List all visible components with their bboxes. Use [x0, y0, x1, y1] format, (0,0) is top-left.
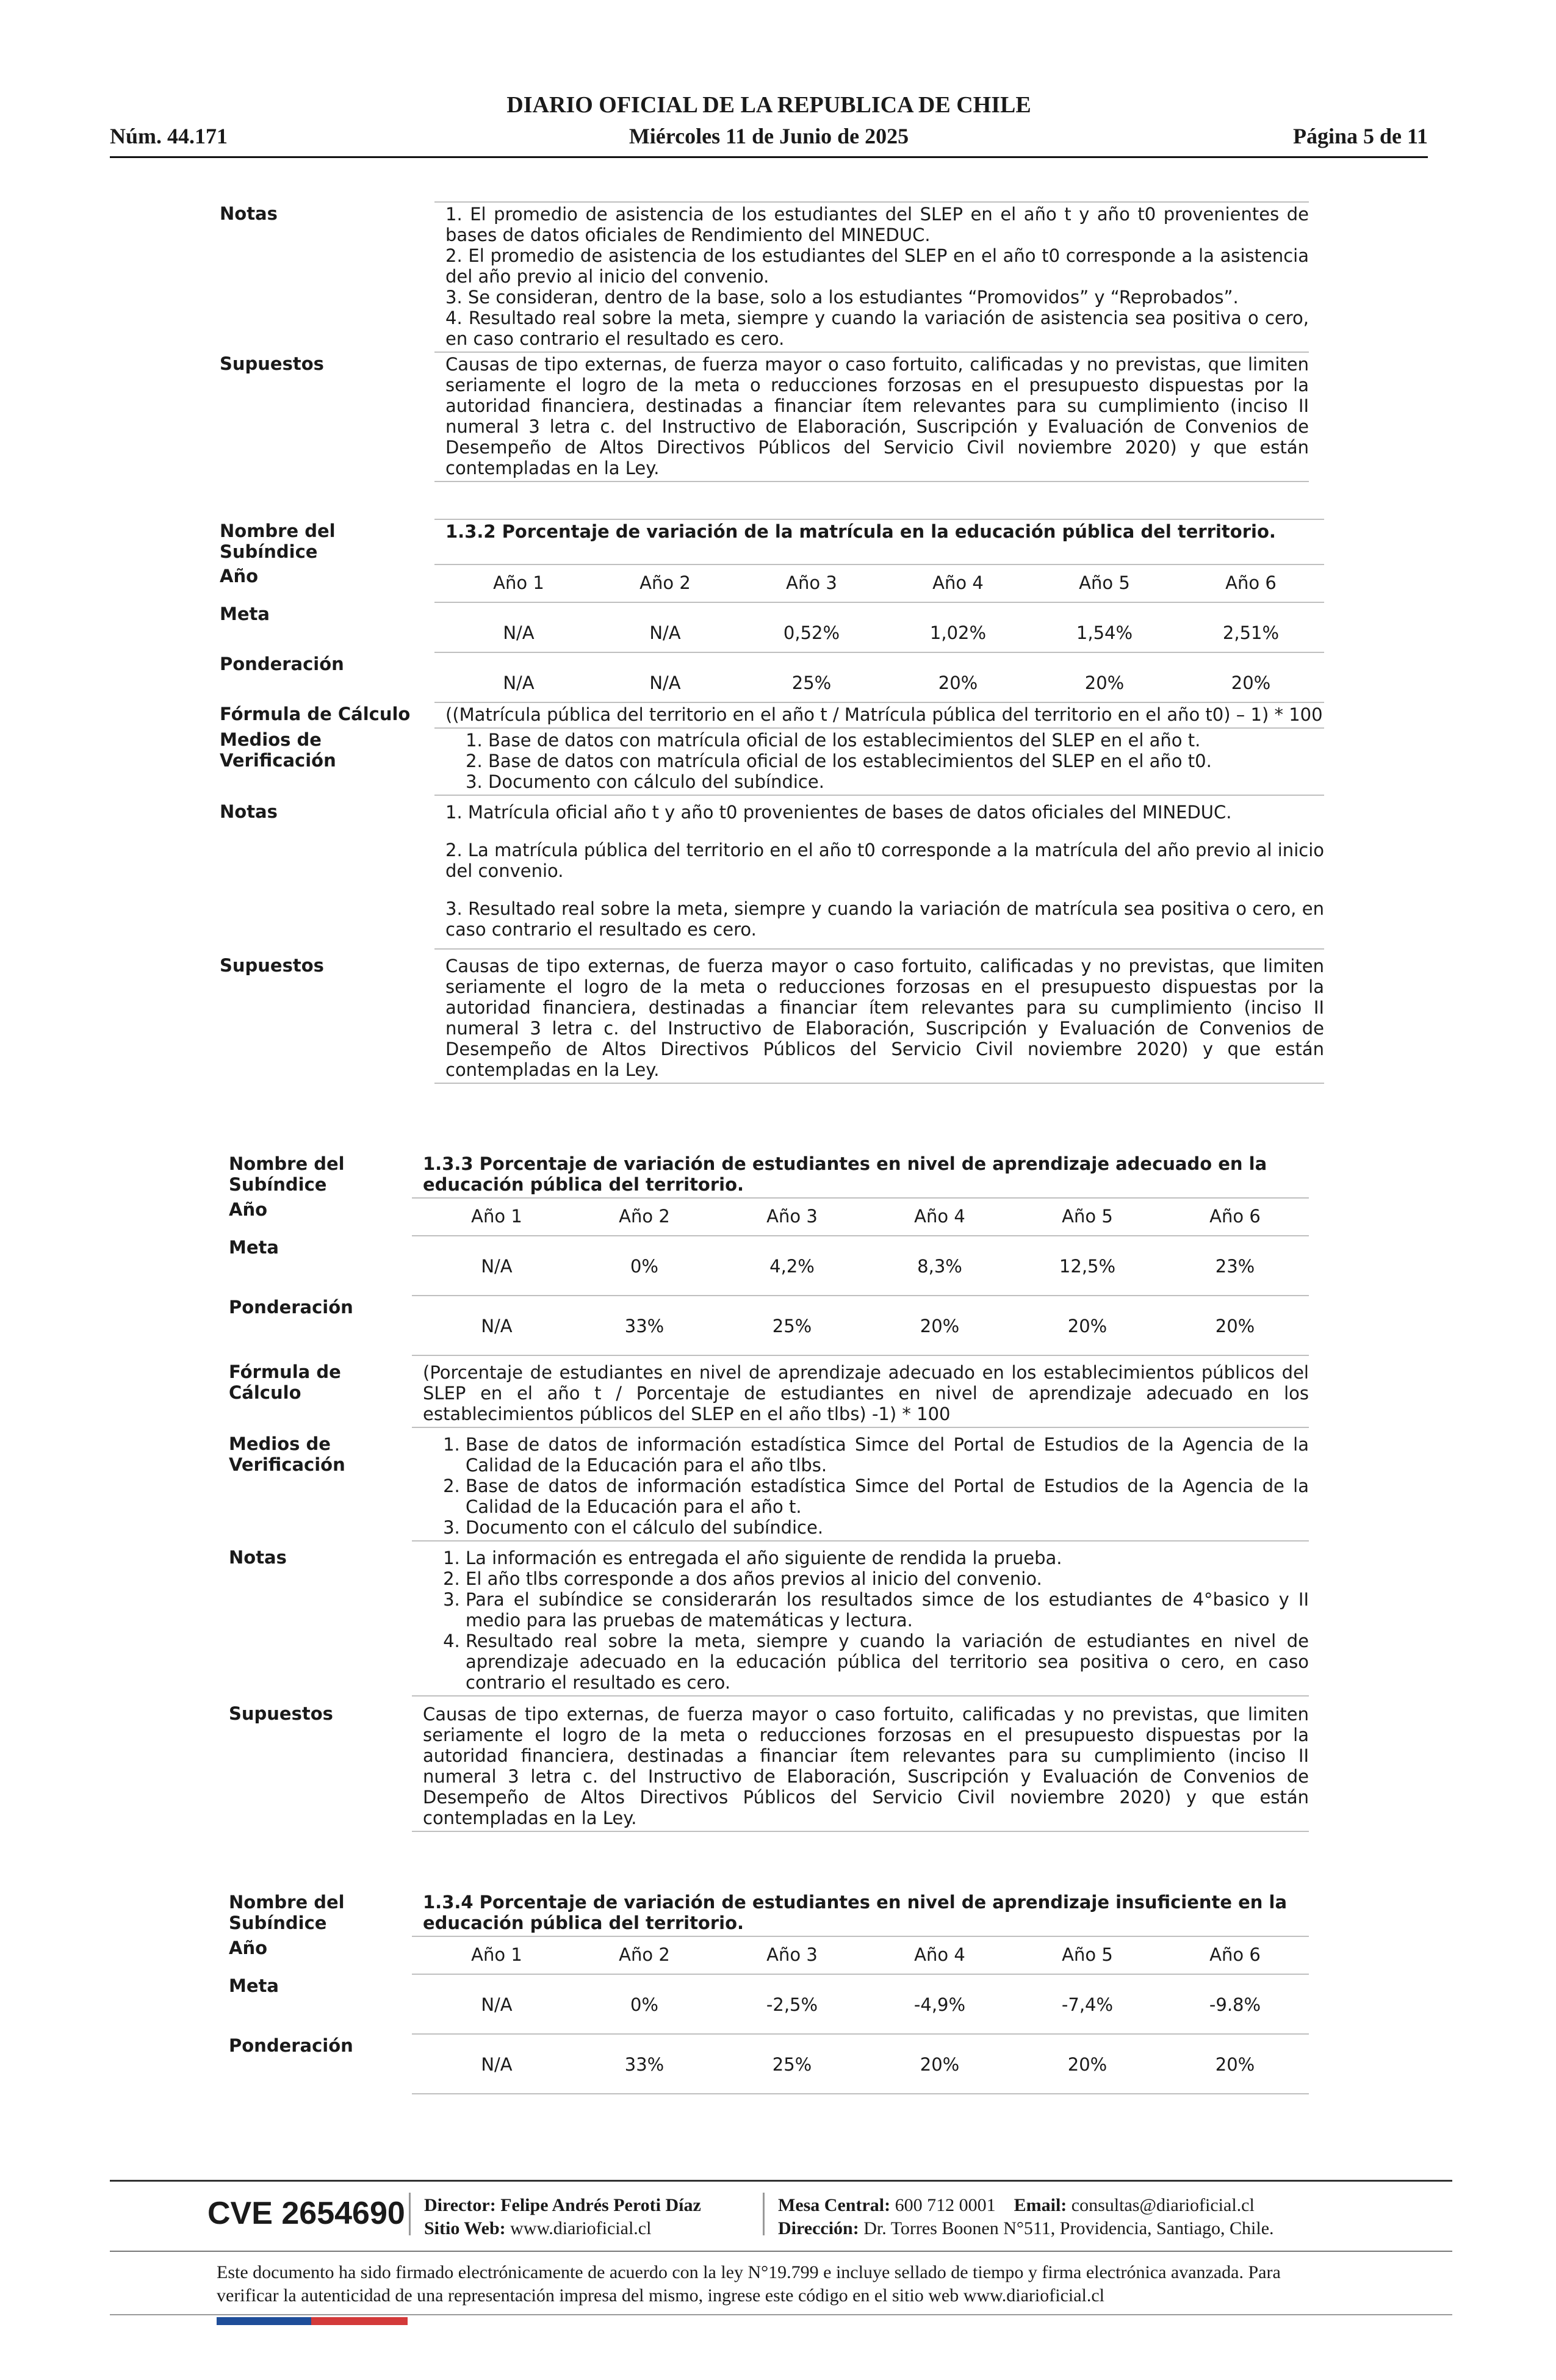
year-cell: Año 6 [1225, 572, 1277, 593]
email-label: Email: [1014, 2195, 1067, 2215]
ponderacion-value: 33% [624, 2054, 665, 2075]
medios-text [434, 728, 1324, 795]
anio-row [229, 1936, 1309, 1974]
anio-label: Año [229, 1938, 268, 1958]
ponderacion-value: 20% [1067, 2054, 1108, 2075]
medio-item: 1. Base de datos de información estadística Simce del Portal de Estudios de la Agencia de la Calidad de la Educación para el año tlbs. [466, 1434, 1309, 1476]
meta-label: Meta [229, 1975, 279, 1996]
medios-label: Medios de Verificación [229, 1433, 345, 1475]
year-cell: Año 1 [471, 1944, 522, 1965]
page-header [110, 92, 1428, 159]
meta-value: N/A [481, 1994, 513, 2015]
footer-divider [110, 2180, 1452, 2182]
notas-row [229, 1541, 1309, 1696]
meta-values [445, 604, 1324, 649]
medios-row [220, 728, 1324, 795]
meta-value: -7,4% [1061, 1994, 1114, 2015]
signature-notice: Este documento ha sido firmado electrónicamente de acuerdo con la ley N°19.799 e incluye sellado de tiempo y firma electrónica avanzada. Para verificar la autenticidad de una representación impresa del mismo, ingrese este código en el sitio web www.diarioficial.cl [217, 2262, 1281, 2306]
notas-row [220, 795, 1324, 949]
formula-text: ((Matrícula pública del territorio en el año t / Matrícula pública del territorio en el año t0) – 1) * 100 [434, 702, 1324, 728]
ponderacion-value: N/A [649, 673, 681, 693]
meta-value: 2,51% [1222, 622, 1280, 643]
newspaper-title: DIARIO OFICIAL DE LA REPUBLICA DE CHILE [506, 92, 1031, 118]
formula-label: Fórmula de Cálculo [220, 704, 411, 724]
notas-label: Notas [220, 801, 278, 822]
year-cell: Año 1 [493, 572, 544, 593]
meta-label: Meta [220, 604, 270, 624]
notas-label: Notas [220, 203, 278, 224]
year-cell: Año 6 [1209, 1944, 1261, 1965]
formula-label: Fórmula de Cálculo [229, 1361, 341, 1403]
ponderacion-values [423, 1297, 1309, 1352]
ponderacion-label: Ponderación [220, 654, 344, 674]
medios-row [229, 1427, 1309, 1541]
footer-contact-block [778, 2194, 1274, 2240]
ponderacion-value: 20% [1215, 2054, 1255, 2075]
medio-item: 2. Base de datos con matrícula oficial de los establecimientos del SLEP en el año t0. [488, 751, 1324, 771]
years-cell [434, 564, 1324, 602]
supuestos-text: Causas de tipo externas, de fuerza mayor o caso fortuito, calificadas y no previstas, que limiten seriamente el logro de la meta o reducciones forzosas en el presupuesto dispuestas por la autoridad financiera, destinadas a financiar ítem relevantes para su cumplimiento (inciso II numeral 3 letra c. del Instructivo de Elaboración, Suscripción y Evaluación de Convenios de Desempeño de Altos Directivos Públicos del Servicio Civil noviembre 2020) y que están contempladas en la Ley. [434, 949, 1324, 1083]
supuestos-label: Supuestos [229, 1703, 333, 1724]
section-1-table [220, 201, 1309, 482]
director-name: Felipe Andrés Peroti Díaz [500, 2195, 701, 2215]
footer-separator [409, 2193, 411, 2235]
notas-label: Notas [229, 1547, 287, 1568]
medio-item: 1. Base de datos con matrícula oficial de los establecimientos del SLEP en el año t. [488, 730, 1324, 751]
year-cell: Año 2 [619, 1944, 670, 1965]
meta-value: 12,5% [1059, 1256, 1116, 1277]
footer-divider [110, 2251, 1452, 2252]
medios-text [412, 1427, 1309, 1541]
direccion-label: Dirección: [778, 2218, 859, 2238]
formula-row [229, 1355, 1309, 1427]
supuestos-label: Supuestos [220, 955, 324, 976]
meta-values [423, 1238, 1309, 1293]
supuestos-text: Causas de tipo externas, de fuerza mayor o caso fortuito, calificadas y no previstas, que limiten seriamente el logro de la meta o reducciones forzosas en el presupuesto dispuestas por la autoridad financiera, destinadas a financiar ítem relevantes para su cumplimiento (inciso II numeral 3 letra c. del Instructivo de Elaboración, Suscripción y Evaluación de Convenios de Desempeño de Altos Directivos Públicos del Servicio Civil noviembre 2020) y que están contempladas en la Ley. [412, 1696, 1309, 1831]
medio-item: 2. Base de datos de información estadística Simce del Portal de Estudios de la Agencia de la Calidad de la Educación para el año t. [466, 1476, 1309, 1517]
meta-value: 0,52% [783, 622, 840, 643]
medio-item: 3. Documento con el cálculo del subíndice. [466, 1517, 1309, 1538]
year-cell: Año 4 [932, 572, 984, 593]
flag-stripe-blue [217, 2317, 311, 2325]
years-cell [412, 1198, 1309, 1236]
ponderacion-value: 20% [1067, 1316, 1108, 1336]
supuestos-row [229, 1696, 1309, 1831]
ponderacion-value: 25% [772, 1316, 812, 1336]
year-cell: Año 5 [1062, 1944, 1113, 1965]
ponderacion-value: 20% [920, 1316, 960, 1336]
ponderacion-label: Ponderación [229, 1297, 353, 1318]
header-divider [110, 156, 1428, 158]
notas-text [434, 202, 1309, 352]
nota-item: 3. Para el subíndice se considerarán los resultados simce de los estudiantes de 4°basico y II medio para las pruebas de matemáticas y lectura. [466, 1589, 1309, 1631]
web-label: Sitio Web: [424, 2218, 506, 2238]
ponderacion-value: N/A [481, 1316, 513, 1336]
year-cell: Año 4 [914, 1206, 965, 1227]
page-footer [110, 2188, 1452, 2255]
meta-value: -4,9% [913, 1994, 966, 2015]
mesa-label: Mesa Central: [778, 2195, 891, 2215]
nota-item: 1. Matrícula oficial año t y año t0 provenientes de bases de datos oficiales del MINEDUC. [445, 802, 1232, 823]
meta-row [229, 1974, 1309, 2034]
meta-values [423, 1976, 1309, 2031]
nota-item: 2. El año tlbs corresponde a dos años previos al inicio del convenio. [466, 1568, 1309, 1589]
meta-value: N/A [503, 622, 535, 643]
year-cell: Año 2 [639, 572, 691, 593]
year-cell: Año 1 [471, 1206, 522, 1227]
ponderacion-cell [434, 652, 1324, 702]
supuestos-row [220, 949, 1324, 1083]
medios-list [445, 730, 1324, 792]
nota-item: 3. Resultado real sobre la meta, siempre y cuando la variación de matrícula sea positiva o cero, en caso contrario el resultado es cero. [445, 898, 1324, 940]
nombre-label: Nombre del Subíndice [229, 1892, 345, 1933]
nota-item: 3. Se consideran, dentro de la base, solo a los estudiantes “Promovidos” y “Reprobados”. [445, 287, 1239, 308]
years-list [423, 1200, 1309, 1233]
meta-value: 0% [630, 1256, 658, 1277]
notas-text [434, 795, 1324, 949]
ponderacion-value: 25% [791, 673, 832, 693]
ponderacion-row [229, 1296, 1309, 1355]
meta-value: 1,54% [1076, 622, 1133, 643]
section-3-table [229, 1152, 1309, 1832]
subindice-title: 1.3.4 Porcentaje de variación de estudiantes en nivel de aprendizaje insuficiente en la educación pública del territorio. [412, 1891, 1309, 1936]
meta-cell [412, 1974, 1309, 2034]
years-cell [412, 1936, 1309, 1974]
year-cell: Año 5 [1062, 1206, 1113, 1227]
year-cell: Año 3 [766, 1944, 818, 1965]
formula-text: (Porcentaje de estudiantes en nivel de aprendizaje adecuado en los establecimientos públicos del SLEP en el año t / Porcentaje de estudiantes en nivel de aprendizaje adecuado en los establecimientos públicos del SLEP en el año tlbs) -1) * 100 [412, 1355, 1309, 1427]
year-cell: Año 5 [1079, 572, 1130, 593]
anio-row [229, 1198, 1309, 1236]
ponderacion-row [220, 652, 1324, 702]
subindice-title: 1.3.3 Porcentaje de variación de estudiantes en nivel de aprendizaje adecuado en la educación pública del territorio. [412, 1152, 1309, 1198]
ponderacion-values [445, 654, 1324, 699]
ponderacion-value: 20% [938, 673, 978, 693]
nota-item: 4. Resultado real sobre la meta, siempre y cuando la variación de asistencia sea positiva o cero, en caso contrario el resultado es cero. [445, 308, 1309, 349]
medios-label: Medios de Verificación [220, 729, 336, 771]
year-cell: Año 6 [1209, 1206, 1261, 1227]
medios-list [423, 1434, 1309, 1538]
meta-value: 23% [1215, 1256, 1255, 1277]
notas-text [412, 1541, 1309, 1696]
notas-row [220, 202, 1309, 352]
meta-value: -2,5% [766, 1994, 818, 2015]
section-4-table [229, 1891, 1309, 2094]
nota-item: 2. El promedio de asistencia de los estudiantes del SLEP en el año t0 corresponde a la asistencia del año previo al inicio del convenio. [445, 245, 1309, 287]
meta-value: 0% [630, 1994, 658, 2015]
nombre-label: Nombre del Subíndice [220, 521, 336, 562]
section-2-table [220, 519, 1324, 1084]
page-number: Página 5 de 11 [1292, 124, 1428, 148]
nombre-row [220, 519, 1324, 564]
director-label: Director: [424, 2195, 496, 2215]
year-cell: Año 2 [619, 1206, 670, 1227]
meta-value: 8,3% [917, 1256, 962, 1277]
meta-row [220, 602, 1324, 652]
issue-date: Miércoles 11 de Junio de 2025 [629, 124, 909, 148]
cve-code: CVE 2654690 [207, 2196, 405, 2231]
meta-cell [412, 1236, 1309, 1296]
formula-row [220, 702, 1324, 728]
meta-value: N/A [481, 1256, 513, 1277]
ponderacion-value: N/A [503, 673, 535, 693]
meta-value: 4,2% [769, 1256, 815, 1277]
footer-divider [110, 2314, 1452, 2315]
ponderacion-value: N/A [481, 2054, 513, 2075]
ponderacion-cell [412, 1296, 1309, 1355]
nota-item: 1. La información es entregada el año siguiente de rendida la prueba. [466, 1548, 1309, 1568]
meta-label: Meta [229, 1237, 279, 1258]
year-cell: Año 3 [786, 572, 837, 593]
meta-value: -9.8% [1209, 1994, 1261, 2015]
supuestos-row [220, 352, 1309, 481]
ponderacion-value: 25% [772, 2054, 812, 2075]
supuestos-text: Causas de tipo externas, de fuerza mayor o caso fortuito, calificadas y no previstas, que limiten seriamente el logro de la meta o reducciones forzosas en el presupuesto dispuestas por la autoridad financiera, destinadas a financiar ítem relevantes para su cumplimiento (inciso II numeral 3 letra c. del Instructivo de Elaboración, Suscripción y Evaluación de Convenios de Desempeño de Altos Directivos Públicos del Servicio Civil noviembre 2020) y que están contempladas en la Ley. [434, 352, 1309, 481]
anio-label: Año [229, 1199, 268, 1220]
issue-number: Núm. 44.171 [110, 124, 228, 148]
ponderacion-value: 20% [1215, 1316, 1255, 1336]
meta-value: 1,02% [929, 622, 987, 643]
footer-director-block [424, 2194, 701, 2240]
year-cell: Año 3 [766, 1206, 818, 1227]
nombre-label: Nombre del Subíndice [229, 1153, 345, 1195]
ponderacion-value: 20% [1084, 673, 1125, 693]
years-list [423, 1938, 1309, 1971]
meta-cell [434, 602, 1324, 652]
ponderacion-value: 20% [1231, 673, 1271, 693]
ponderacion-cell [412, 2034, 1309, 2094]
anio-label: Año [220, 566, 259, 586]
web-link[interactable]: www.diarioficial.cl [510, 2218, 652, 2238]
mesa-phone: 600 712 0001 [895, 2195, 996, 2215]
supuestos-label: Supuestos [220, 353, 324, 374]
nota-item: 1. El promedio de asistencia de los estudiantes del SLEP en el año t y año t0 provenientes de bases de datos oficiales de Rendimiento del MINEDUC. [445, 204, 1309, 245]
years-list [445, 566, 1324, 599]
nota-item: 4. Resultado real sobre la meta, siempre y cuando la variación de estudiantes en nivel de aprendizaje adecuado en la educación pública del territorio sea positiva o cero, en caso contrario el resultado es cero. [466, 1631, 1309, 1693]
ponderacion-value: 33% [624, 1316, 665, 1336]
nombre-row [229, 1891, 1309, 1936]
nota-item: 2. La matrícula pública del territorio en el año t0 corresponde a la matrícula del año previo al inicio del convenio. [445, 840, 1324, 881]
meta-row [229, 1236, 1309, 1296]
ponderacion-label: Ponderación [229, 2035, 353, 2056]
meta-value: N/A [649, 622, 681, 643]
ponderacion-values [423, 2036, 1309, 2091]
year-cell: Año 4 [914, 1944, 965, 1965]
footer-separator [763, 2193, 765, 2235]
subindice-title: 1.3.2 Porcentaje de variación de la matrícula en la educación pública del territorio. [434, 519, 1324, 564]
medio-item: 3. Documento con cálculo del subíndice. [488, 771, 1324, 792]
nombre-row [229, 1152, 1309, 1198]
direccion-text: Dr. Torres Boonen N°511, Providencia, Santiago, Chile. [863, 2218, 1274, 2238]
flag-stripe-red [311, 2317, 408, 2325]
anio-row [220, 564, 1324, 602]
ponderacion-row [229, 2034, 1309, 2094]
ponderacion-value: 20% [920, 2054, 960, 2075]
notas-list [423, 1548, 1309, 1693]
email-link[interactable]: consultas@diarioficial.cl [1071, 2195, 1255, 2215]
